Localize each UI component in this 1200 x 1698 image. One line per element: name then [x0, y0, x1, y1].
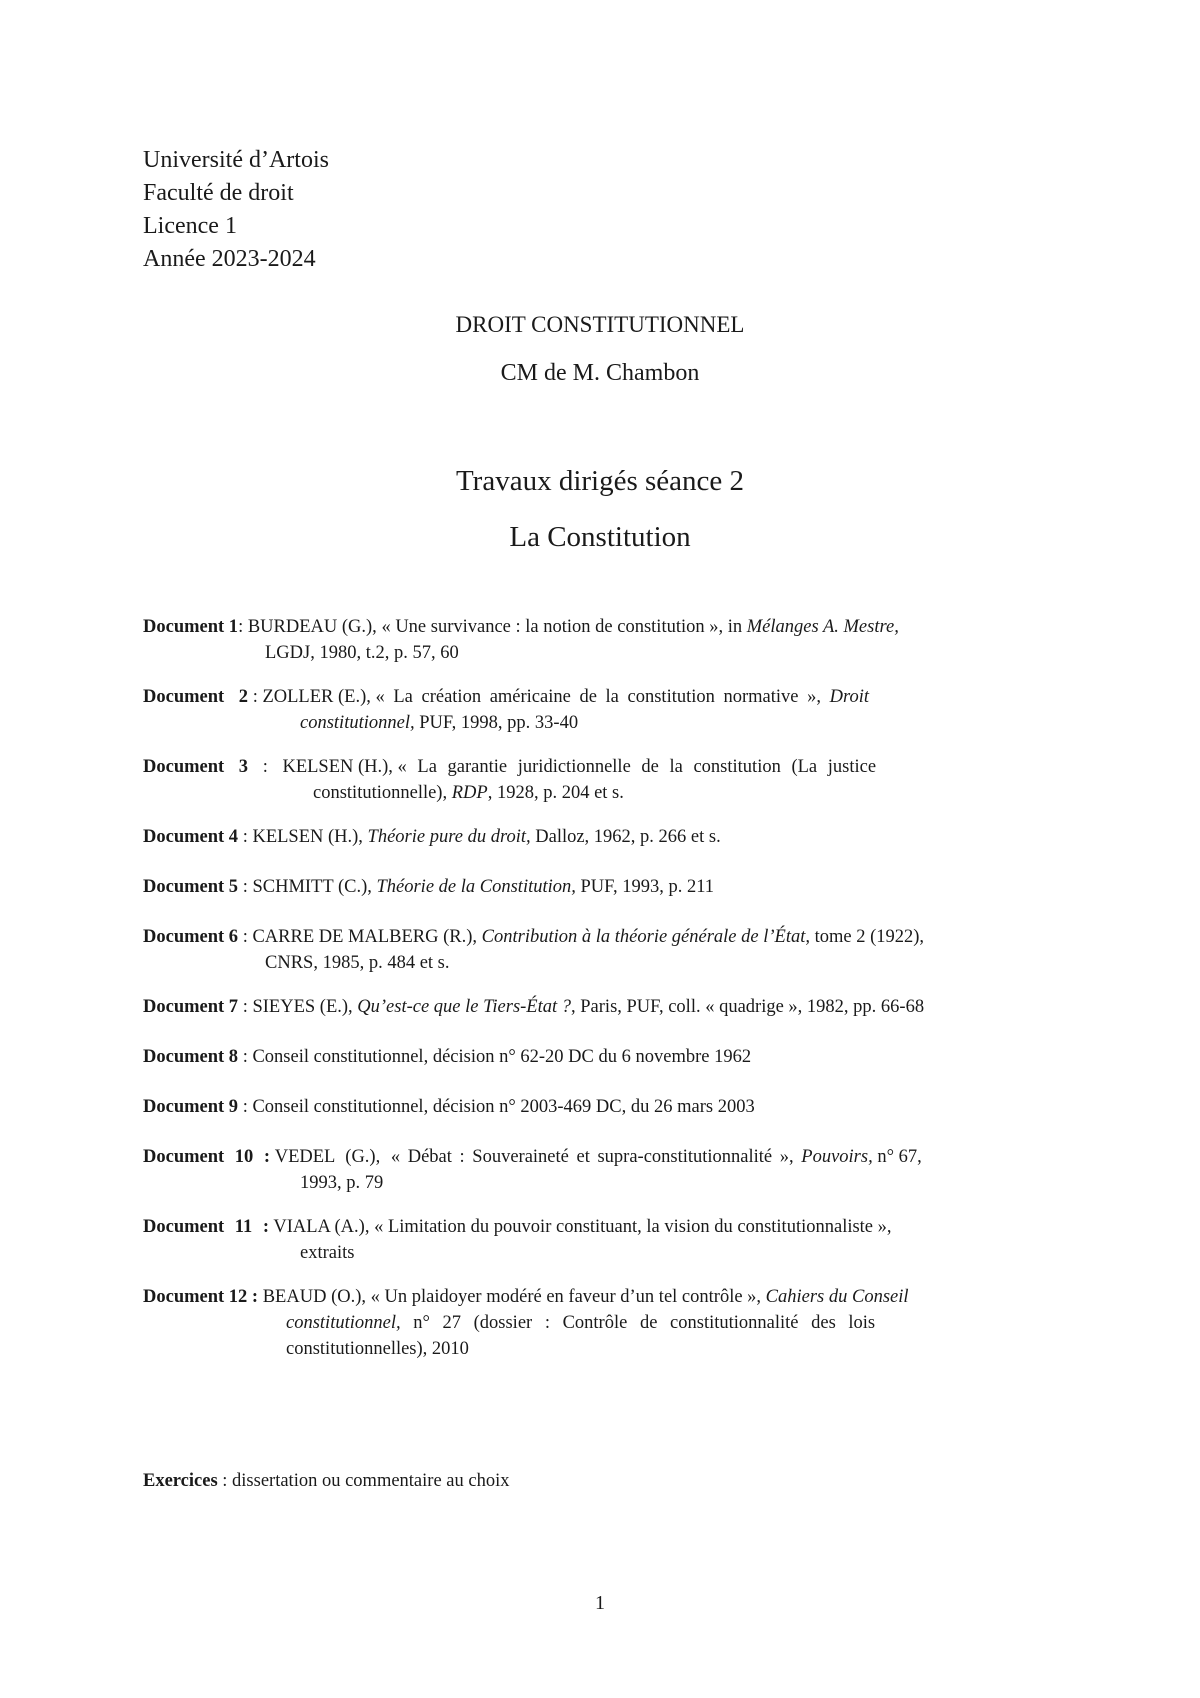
- study-level: Licence 1: [143, 213, 237, 239]
- document-source-continued: constitutionnel,: [300, 713, 415, 733]
- document-publisher: , 1928, p. 204 et s.: [487, 783, 624, 803]
- exercises-text: : dissertation ou commentaire au choix: [217, 1471, 510, 1491]
- document-continuation: [143, 1310, 1060, 1336]
- document-publisher: tome 2 (1922),: [810, 927, 925, 947]
- document-label: Document 5: [143, 877, 239, 897]
- institution-header: [143, 144, 329, 276]
- document-author: KELSEN (H.),: [282, 757, 398, 777]
- document-entry: [143, 924, 1060, 976]
- document-author: BEAUD (O.),: [262, 1287, 371, 1307]
- document-publisher: n° 67,: [872, 1147, 922, 1167]
- document-separator: :: [238, 927, 253, 947]
- document-title: « La création américaine de la constitution normative »,: [375, 687, 830, 707]
- faculty-name: Faculté de droit: [143, 180, 294, 206]
- document-title: « Débat : Souveraineté et supra-constitutionnalité »,: [390, 1147, 802, 1167]
- document-separator: :: [238, 617, 248, 637]
- document-label: Document 3: [143, 757, 249, 777]
- document-entry: [143, 1144, 1060, 1196]
- document-source: Mélanges A. Mestre,: [746, 617, 899, 637]
- session-title: Travaux dirigés séance 2: [455, 465, 745, 497]
- document-entry: [143, 994, 1060, 1020]
- document-label: Document 6: [143, 927, 239, 947]
- document-continuation: extraits: [300, 1243, 355, 1263]
- document-separator: :: [238, 997, 253, 1017]
- document-entry: [143, 754, 1060, 806]
- document-continuation: [143, 780, 1060, 806]
- document-author: ZOLLER (E.),: [262, 687, 376, 707]
- document-source-continued: constitutionnel,: [286, 1313, 401, 1333]
- document-title: « Une survivance : la notion de constitution », in: [381, 617, 747, 637]
- document-separator: :: [248, 757, 283, 777]
- document-publisher: Dalloz, 1962, p. 266 et s.: [530, 827, 721, 847]
- document-separator: :: [238, 1097, 253, 1117]
- document-label: Document 8: [143, 1047, 239, 1067]
- document-entry: [143, 614, 1060, 666]
- document-label: Document 10 :: [143, 1147, 271, 1167]
- document-separator: :: [248, 687, 263, 707]
- document-label: Document 7: [143, 997, 239, 1017]
- document-continuation: [143, 710, 1060, 736]
- document-label: Document 1: [143, 617, 239, 637]
- document-publisher: PUF, 1993, p. 211: [575, 877, 715, 897]
- document-source: Cahiers du Conseil: [765, 1287, 909, 1307]
- document-author: CARRE DE MALBERG (R.),: [252, 927, 482, 947]
- document-continuation: LGDJ, 1980, t.2, p. 57, 60: [265, 643, 459, 663]
- document-author: VIALA (A.),: [273, 1217, 375, 1237]
- document-label: Document 4: [143, 827, 239, 847]
- document-continuation-line3: constitutionnelles), 2010: [286, 1339, 469, 1359]
- document-entry: [143, 824, 1060, 850]
- exercises-label: Exercices: [143, 1471, 218, 1491]
- document-list: [143, 614, 1060, 1362]
- document-title: « Limitation du pouvoir constituant, la vision du constitutionnaliste »,: [374, 1217, 892, 1237]
- document-title: « Un plaidoyer modéré en faveur d’un tel contrôle »,: [370, 1287, 766, 1307]
- document-label: Document 9: [143, 1097, 239, 1117]
- document-source: Pouvoirs,: [801, 1147, 873, 1167]
- document-source: Droit: [829, 687, 870, 707]
- page-number: 1: [595, 1592, 605, 1614]
- document-publisher: PUF, 1998, pp. 33-40: [414, 713, 579, 733]
- document-entry: [143, 1044, 1060, 1070]
- exercises-line: [143, 1468, 509, 1494]
- document-source: Théorie pure du droit,: [367, 827, 531, 847]
- document-author: SCHMITT (C.),: [252, 877, 377, 897]
- document-separator: :: [238, 1047, 253, 1067]
- university-name: Université d’Artois: [143, 147, 329, 173]
- document-label: Document 12 :: [143, 1287, 259, 1307]
- document-entry: [143, 1284, 1060, 1362]
- document-details: n° 27 (dossier : Contrôle de constitutionnalité des lois: [400, 1313, 876, 1333]
- document-continuation: 1993, p. 79: [300, 1173, 384, 1193]
- document-title-continued: constitutionnelle),: [313, 783, 452, 803]
- document-separator: :: [238, 877, 253, 897]
- document-entry: [143, 684, 1060, 736]
- document-reference: Conseil constitutionnel, décision n° 62-20 DC du 6 novembre 1962: [252, 1047, 752, 1067]
- document-author: KELSEN (H.),: [252, 827, 368, 847]
- document-source: RDP: [451, 783, 488, 803]
- document-source: Contribution à la théorie générale de l’État,: [481, 927, 810, 947]
- document-entry: [143, 874, 1060, 900]
- session-subtitle: La Constitution: [509, 521, 691, 553]
- document-continuation: CNRS, 1985, p. 484 et s.: [265, 953, 450, 973]
- course-title: DROIT CONSTITUTIONNEL: [455, 312, 745, 337]
- document-author: VEDEL (G.),: [274, 1147, 391, 1167]
- document-label: Document 2: [143, 687, 249, 707]
- document-reference: Conseil constitutionnel, décision n° 2003-469 DC, du 26 mars 2003: [252, 1097, 755, 1117]
- academic-year: Année 2023-2024: [143, 246, 316, 272]
- document-label: Document 11 :: [143, 1217, 270, 1237]
- document-publisher: , Paris, PUF, coll. « quadrige », 1982, pp. 66-68: [571, 997, 925, 1017]
- document-entry: [143, 1094, 1060, 1120]
- course-instructor: CM de M. Chambon: [500, 360, 700, 386]
- document-author: SIEYES (E.),: [252, 997, 358, 1017]
- document-source: Qu’est-ce que le Tiers-État ?: [357, 997, 572, 1017]
- document-author: BURDEAU (G.),: [247, 617, 382, 637]
- document-title: « La garantie juridictionnelle de la constitution (La justice: [397, 757, 877, 777]
- document-separator: :: [238, 827, 253, 847]
- document-source: Théorie de la Constitution,: [376, 877, 576, 897]
- document-entry: [143, 1214, 1060, 1266]
